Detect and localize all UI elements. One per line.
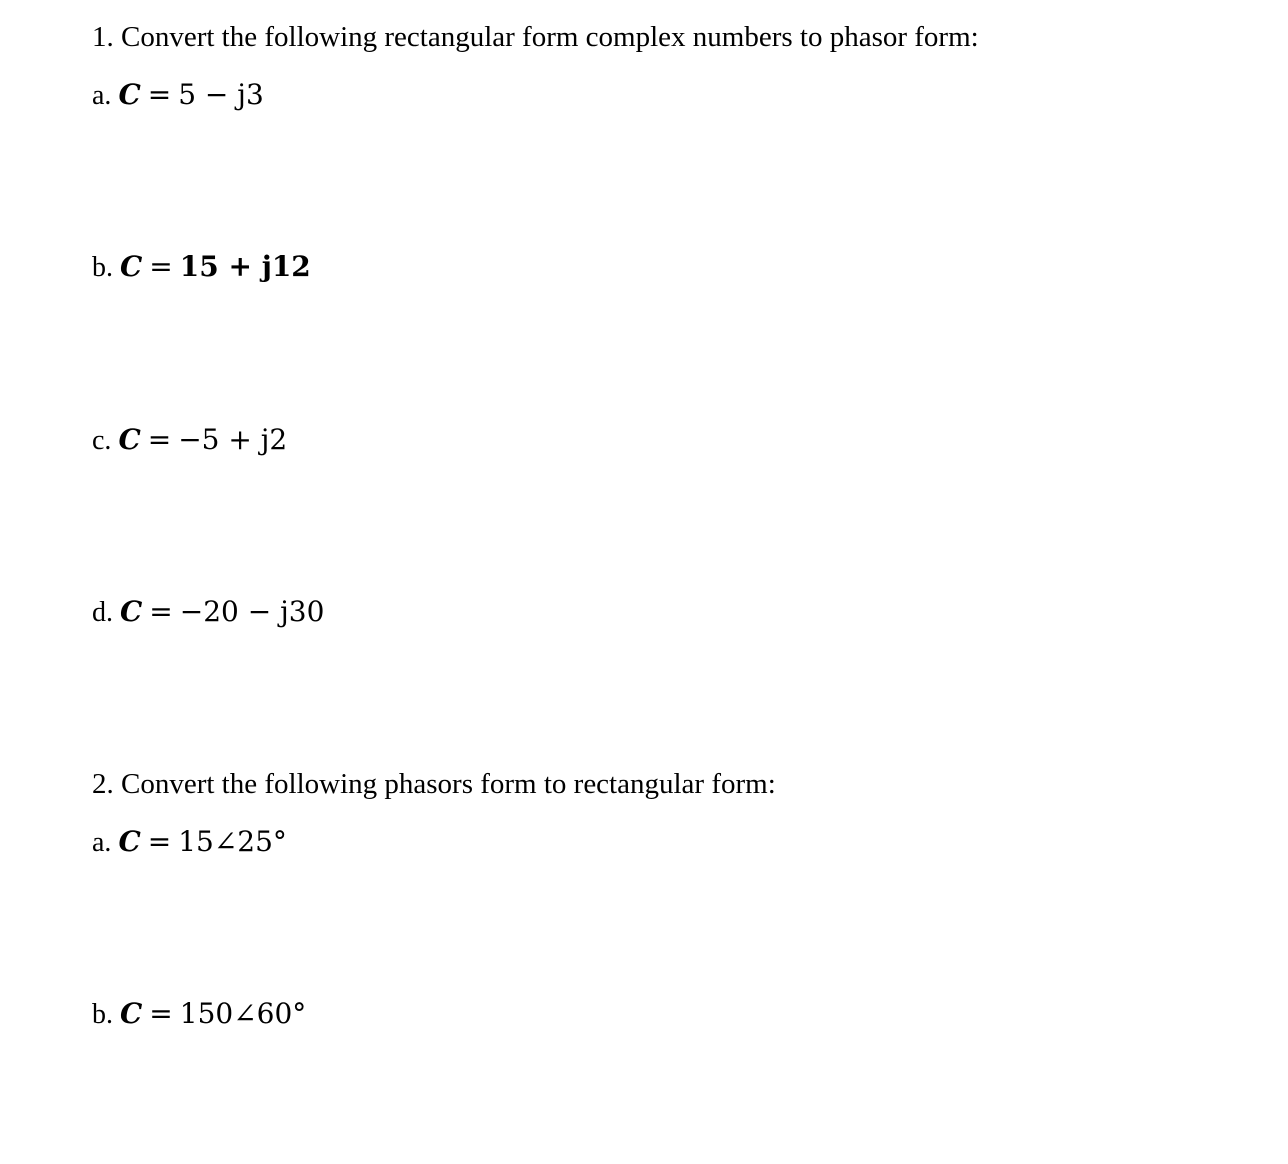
equals-sign: = xyxy=(149,997,173,1030)
expression: 15∠25° xyxy=(178,825,287,858)
item-label: a. xyxy=(92,80,112,111)
question-2b xyxy=(92,997,306,1032)
expression: −20 − j30 xyxy=(179,595,325,628)
item-label: b. xyxy=(92,999,113,1030)
item-label: b. xyxy=(92,252,113,283)
expression: −5 + j2 xyxy=(178,423,288,456)
item-label: c. xyxy=(92,425,112,456)
question-1c xyxy=(92,423,287,458)
expression: 15 + j12 xyxy=(179,250,311,283)
variable-c: C xyxy=(120,250,143,283)
question-1b xyxy=(92,250,311,285)
expression: 150∠60° xyxy=(179,997,307,1030)
question-2a xyxy=(92,825,287,860)
item-label: a. xyxy=(92,827,112,858)
variable-c: C xyxy=(118,423,141,456)
question-1d xyxy=(92,595,324,630)
question-2-heading: 2. Convert the following phasors form to rectangular form: xyxy=(92,768,776,800)
expression: 5 − j3 xyxy=(178,78,264,111)
equals-sign: = xyxy=(149,595,173,628)
variable-c: C xyxy=(120,997,143,1030)
equals-sign: = xyxy=(147,78,172,111)
item-label: d. xyxy=(92,597,113,628)
question-1-heading: 1. Convert the following rectangular form complex numbers to phasor form: xyxy=(92,21,979,53)
variable-c: C xyxy=(118,825,141,858)
equals-sign: = xyxy=(149,250,173,283)
variable-c: C xyxy=(118,78,141,111)
question-1a xyxy=(92,78,264,113)
equals-sign: = xyxy=(147,423,172,456)
equals-sign: = xyxy=(147,825,172,858)
variable-c: C xyxy=(120,595,143,628)
